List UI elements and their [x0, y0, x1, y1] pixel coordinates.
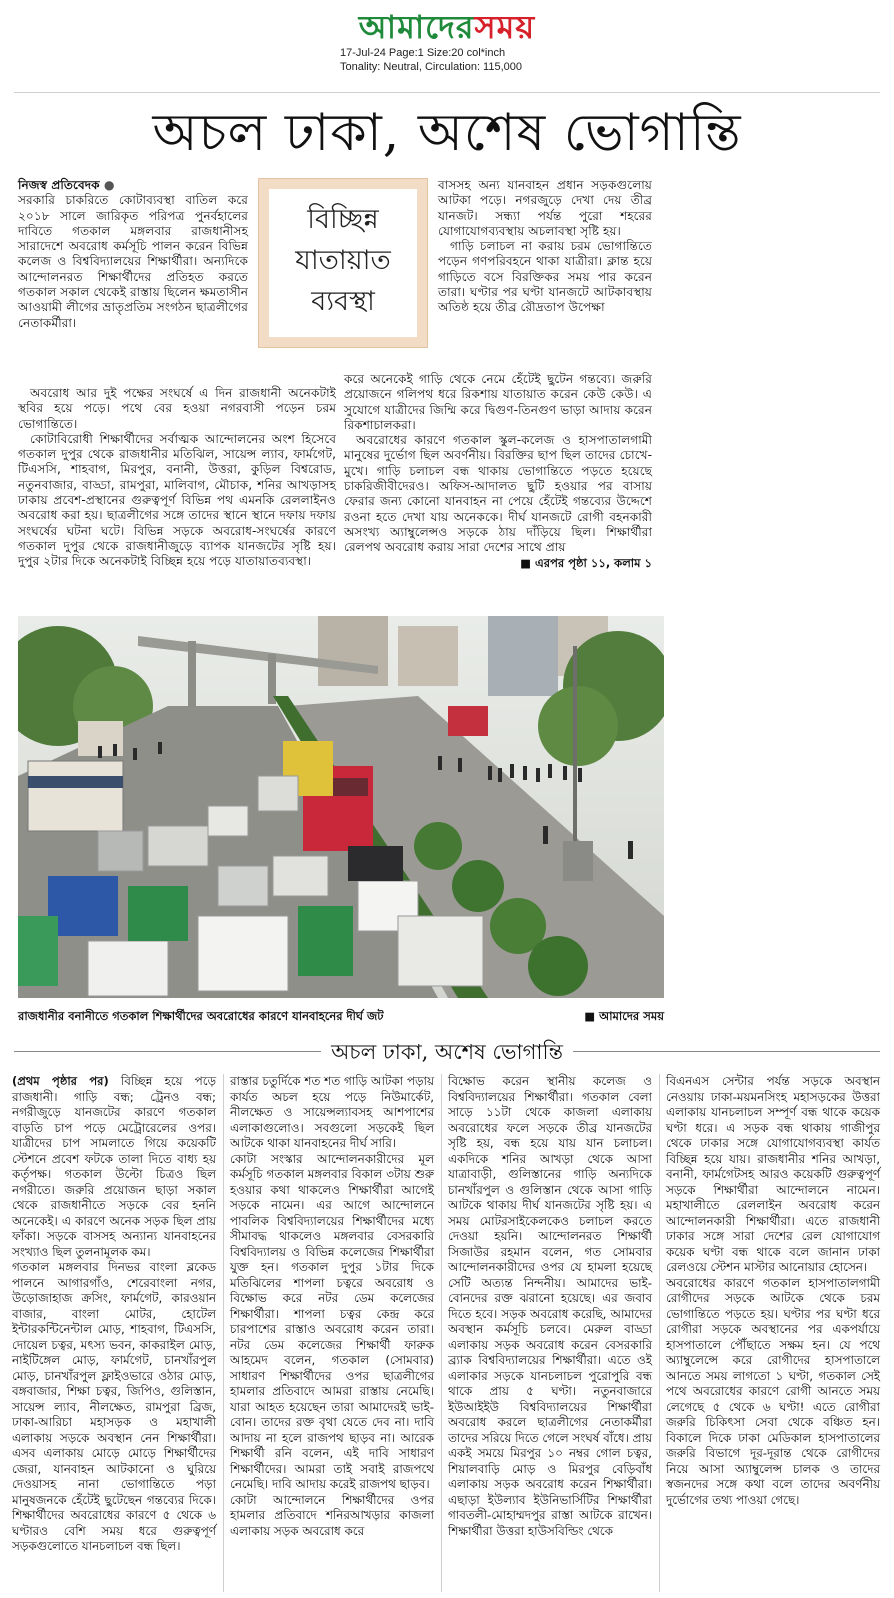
headline: অচল ঢাকা, অশেষ ভোগান্তি	[152, 103, 742, 163]
column-divider	[223, 1074, 224, 1592]
article-paragraph: বিচ্ছিন্ন হয়ে পড়ে রাজধানী। গাড়ি বন্ধ; ট্রেনও বন্ধ; নগরীজুড়ে যানজটের কারণে গতকাল বাড়তি চাপ পড়ে মেট্রোরেলের ওপর। যাত্রীদের চাপ সামলাতে গিয়ে কয়েকটি স্টেশনে প্রবেশ ফটকে তালা দিতে বাধ্য হয় কর্তৃপক্ষ। গতকাল উল্টো চিত্রও ছিল নগরীতে। জরুরি প্রয়োজন ছাড়া সকাল থেকে রাজধানীতে সড়কে বের হননি অনেকেই। এ কারণে অনেক সড়ক ছিল প্রায় ফাঁকা। সড়কে বাসসহ অন্যান্য যানবাহনের সংখ্যাও ছিল তুলনামূলক কম। গতকাল মঙ্গলবার দিনভর বাংলা ব্লকেড পালনে আগারগাঁও, শেরেবাংলা নগর, উড়োজাহাজ ক্রসিং, ফার্মগেট, কারওয়ান বাজার, বাংলা মোটর, হোটেল ইন্টারকন্টিনেন্টাল মোড়, শাহবাগ, টিএসসি, দোয়েল চত্বর, মৎস্য ভবন, কাকরাইল মোড়, নাইটিঙ্গেল মোড়, ফার্মগেট, চানখাঁরপুল মোড়, চানখাঁরপুল ফ্লাইওভারে ওঠার মোড়, বঙ্গবাজার, শিক্ষা চত্বর, জিপিও, গুলিস্তান, সায়েন্স ল্যাব, নীলক্ষেত, রামপুরা ব্রিজ, ঢাকা-আরিচা মহাসড়ক ও মহাখালী এলাকায় সড়কে অবস্থান নেন শিক্ষার্থীরা। এসব এলাকায় মোড়ে মোড়ে শিক্ষার্থীদের জেরা, যানবাহন আটকানো ও ঘুরিয়ে দেওয়াসহ নানা ভোগান্তিতে পড়া মানুষজনকে হেঁটেই ছুটেছেন গন্তব্যের দিকে। শিক্ষার্থীদের অবরোধের কারণে ৫ থেকে ৬ ঘণ্টারও বেশি সময় ধরে গুরুত্বপূর্ণ সড়কগুলোতে যানচলাচল বন্ধ ছিল।	[12, 1074, 216, 1553]
box-line-2: যাতায়াত	[295, 245, 391, 276]
article-col-4	[344, 372, 652, 571]
article-paragraph: কোটাবিরোধী শিক্ষার্থীদের সর্বাত্মক আন্দোলনের অংশ হিসেবে গতকাল দুপুর থেকে রাজধানীর মতিঝিল, সায়েন্স ল্যাব, ফার্মগেট, টিএসসি, শাহবাগ, মিরপুর, বনানী, উত্তরা, কুড়িল বিশ্বরোড, নতুনবাজার, বাড্ডা, রামপুরা, মালিবাগ, মৌচাক, শনির আখড়াসহ ঢাকায় প্রবেশ-প্রস্থানের গুরুত্বপূর্ণ বিভিন্ন পথ এমনকি রেললাইনও অবরোধ করা হয়। ছাত্রলীগের সঙ্গে তাদের স্থানে স্থানে দফায় দফায় সংঘর্ষের ঘটনা ঘটে। বিভিন্ন সড়কে অবরোধ-সংঘর্ষের কারণে গতকাল দুপুর থেকে রাজধানীজুড়ে ব্যাপক যানজটের সৃষ্টি হয়। দুপুর ২টার দিকে অনেকটাই বিচ্ছিন্ন হয়ে পড়ে যাতায়াতব্যবস্থা।	[18, 431, 336, 569]
continuation-heading: অচল ঢাকা, অশেষ ভোগান্তি	[14, 1036, 880, 1068]
article-paragraph: অবরোধ আর দুই পক্ষের সংঘর্ষে এ দিন রাজধানী অনেকটাই স্থবির হয়ে পড়ে। পথে বের হওয়া নগরবাসী পড়েন চরম ভোগান্তিতে।	[18, 386, 336, 431]
continuation-col-3: বিক্ষোভ করেন স্থানীয় কলেজ ও বিশ্ববিদ্যালয়ের শিক্ষার্থীরা। গতকাল বেলা সাড়ে ১১টা থেকে কাজলা এলাকায় অবরোধের ফলে সড়কে তীব্র যানজটের সৃষ্টি হয়, বন্ধ হয়ে যায় যান চলাচল। একদিকে শনির আখড়া থেকে আসা যাত্রাবাড়ী, গুলিস্তানের গাড়ি অন্যদিকে চানখাঁরপুল ও গুলিস্তান থেকে আসা গাড়ি আটকে থাকায় দীর্ঘ যানজটের সৃষ্টি হয়। এ সময় মোটরসাইকেলকেও চলাচল করতে দেওয়া হয়নি। আন্দোলনরত শিক্ষার্থী সিজাউর রহমান বলেন, গত সোমবার আন্দোলনকারীদের ওপর যে হামলা হয়েছে সেটি অত্যন্ত নিন্দনীয়। আমাদের ভাই-বোনদের রক্ত ঝরানো হয়েছে। এর জবাব দিতে হবে। সড়ক অবরোধ করেছি, আমাদের অবস্থান কর্মসূচি চলবে। মেরুল বাড্ডা এলাকায় সড়ক অবরোধ করেন বেসরকারি ব্র্যাক বিশ্ববিদ্যালয়ের শিক্ষার্থীরা। এতে ওই এলাকার সড়কে যানচলাচল পুরোপুরি বন্ধ থাকে প্রায় ৫ ঘণ্টা। নতুনবাজারে ইউআইইউ বিশ্ববিদ্যালয়ের শিক্ষার্থীরা অবরোধ করলে ছাত্রলীগের নেতাকর্মীরা তাদের সরিয়ে দিতে গেলে সংঘর্ষ বাঁধে। প্রায় একই সময়ে মিরপুর ১০ নম্বর গোল চত্বর, শিয়ালবাড়ি মোড় ও মিরপুর বেড়িবাঁধ এলাকায় সড়ক অবরোধ করেন শিক্ষার্থীরা। এছাড়া ইউল্যাব ইউনিভার্সিটির শিক্ষার্থীরা গাবতলী-মোহাম্মদপুর রাস্তা আটকে রাখেন। শিক্ষার্থীরা উত্তরা হাউসবিল্ডিং থেকে	[448, 1074, 652, 1538]
article-paragraph: বাসসহ অন্য যানবাহন প্রধান সড়কগুলোয় আটকা পড়ে। নগরজুড়ে দেখা দেয় তীব্র যানজট। সন্ধ্যা পর্যন্ত পুরো শহরের যোগাযোগব্যবস্থায় অচলাবস্থা সৃষ্টি হয়।	[438, 178, 652, 238]
continuation-col-2: রাস্তার চতুর্দিকে শত শত গাড়ি আটকা পড়ায় কার্যত অচল হয়ে পড়ে নিউমার্কেট, নীলক্ষেত ও সায়েন্সল্যাবসহ আশপাশের এলাকাগুলোও। সবগুলো সড়কেই ছিল আটকে থাকা যানবাহনের দীর্ঘ সারি। কোটা সংস্কার আন্দোলনকারীদের মূল কর্মসূচি গতকাল মঙ্গলবার বিকাল ৩টায় শুরু হওয়ার কথা থাকলেও শিক্ষার্থীরা আগেই সড়কে নামেন। এর আগে আন্দোলনে পাবলিক বিশ্ববিদ্যালয়ের শিক্ষার্থীদের মধ্যে সীমাবদ্ধ থাকলেও মঙ্গলবার বেসরকারি বিশ্ববিদ্যালয় ও বিভিন্ন কলেজের শিক্ষার্থীরা যুক্ত হন। গতকাল দুপুর ১টার দিকে মতিঝিলের শাপলা চত্বরে অবরোধ ও বিক্ষোভ করে নটর ডেম কলেজের শিক্ষার্থীরা। শাপলা চত্বর কেন্দ্র করে চারপাশের রাস্তাও অবরোধ করেন তারা। নটর ডেম কলেজের শিক্ষার্থী ফারুক আহমেদ বলেন, গতকাল (সোমবার) সাধারণ শিক্ষার্থীদের ওপর ছাত্রলীগের হামলার প্রতিবাদে আমরা রাস্তায় নেমেছি। যারা আহত হয়েছেন তারা আমাদেরই ভাই-বোন। তাদের রক্ত বৃথা যেতে দেব না। দাবি আদায় না হলে রাজপথ ছাড়ব না। আরেক শিক্ষার্থী রনি বলেন, এই দাবি সাধারণ শিক্ষার্থীদের। আমরা তাই সবাই রাজপথে নেমেছি। দাবি আদায় করেই রাজপথ ছাড়ব। কোটা আন্দোলনে শিক্ষার্থীদের ওপর হামলার প্রতিবাদে শনিরআখড়ার কাজলা এলাকায় সড়ক অবরোধ করে	[230, 1074, 434, 1538]
continued-reference: ■ এরপর পৃষ্ঠা ১১, কলাম ১	[520, 555, 652, 570]
byline: নিজস্ব প্রতিবেদক ●	[18, 178, 115, 192]
divider	[14, 92, 880, 93]
news-photo	[18, 616, 664, 998]
box-line-3: ব্যবস্থা	[311, 286, 375, 317]
article-col-1	[18, 178, 248, 331]
photo-caption: রাজধানীর বনানীতে গতকাল শিক্ষার্থীদের অবরোধের কারণে যানবাহনের দীর্ঘ জট	[18, 1009, 384, 1023]
photo-credit: ■ আমাদের সময়	[584, 1009, 664, 1023]
box-line-1: বিচ্ছিন্ন	[307, 204, 379, 235]
continuation-col-1	[12, 1074, 216, 1555]
sub-headline-box	[258, 178, 428, 348]
newspaper-logo: আমাদেরসময়	[358, 8, 536, 46]
clipping-meta	[340, 46, 600, 74]
article-col-3	[438, 178, 652, 316]
article-col-2	[18, 386, 336, 570]
continuation-lead: (প্রথম পৃষ্ঠার পর)	[12, 1074, 109, 1088]
article-paragraph: অবরোধের কারণে গতকাল স্কুল-কলেজ ও হাসপাতালগামী মানুষের দুর্ভোগ ছিল অবর্ণনীয়। বিরক্তির ছাপ ছিল তাদের চোখে-মুখে। গাড়ি চলাচল বন্ধ থাকায় ভোগান্তিতে পড়তে হয়েছে চাকরিজীবীদেরও। অফিস-আদালত ছুটি হওয়ার পর বাসায় ফেরার জন্য কোনো যানবাহন না পেয়ে হেঁটেই গন্তব্যের উদ্দেশে রওনা হতে দেখা যায় অনেককে। দীর্ঘ যানজটে রোগী বহনকারী অসংখ্য অ্যাম্বুলেন্সও সড়কে ঠায় দাঁড়িয়ে ছিল। শিক্ষার্থীরা রেলপথ অবরোধ করায় সারা দেশের সাথে প্রায়	[344, 433, 652, 555]
street-traffic-image	[18, 616, 664, 998]
masthead	[0, 0, 894, 44]
column-divider	[441, 1074, 442, 1592]
article-paragraph: করে অনেকেই গাড়ি থেকে নেমে হেঁটেই ছুটেন গন্তব্যে। জরুরি প্রয়োজনে গলিপথ ধরে রিকশায় যাতায়াত করেন কেউ কেউ। এ সুযোগে যাত্রীদের জিম্মি করে দ্বিগুণ-তিনগুণ ভাড়া আদায় করেন রিকশাচালকরা।	[344, 372, 652, 432]
column-divider	[659, 1074, 660, 1592]
article-paragraph: সরকারি চাকরিতে কোটাব্যবস্থা বাতিল করে ২০১৮ সালে জারিকৃত পরিপত্র পুনর্বহালের দাবিতে গতকাল মঙ্গলবার রাজধানীসহ সারাদেশে অবরোধ কর্মসূচি পালন করেন বিভিন্ন কলেজ ও বিশ্ববিদ্যালয়ের শিক্ষার্থীরা। অন্যদিকে আন্দোলনরত শিক্ষার্থীদের প্রতিহত করতে গতকাল সকাল থেকেই রাস্তায় ছিলেন ক্ষমতাসীন আওয়ামী লীগের ভ্রাতৃপ্রতিম সংগঠন ছাত্রলীগের নেতাকর্মীরা।	[18, 193, 248, 330]
meta-line-2: Tonality: Neutral, Circulation: 115,000	[340, 61, 523, 73]
meta-line-1: 17-Jul-24 Page:1 Size:20 col*inch	[340, 47, 506, 59]
article-paragraph: গাড়ি চলাচল না করায় চরম ভোগান্তিতে পড়েন গণপরিবহনে থাকা যাত্রীরা। ক্লান্ত হয়ে গাড়িতে বসে বিরক্তিকর সময় পার করেন তারা। ঘণ্টার পর ঘণ্টা যানজটে আটকাবস্থায় অতিষ্ঠ হয়ে তীব্র রৌদ্রতাপ উপেক্ষা	[438, 239, 652, 315]
continuation-col-4: বিএনএস সেন্টার পর্যন্ত সড়কে অবস্থান নেওয়ায় ঢাকা-ময়মনসিংহ মহাসড়কের উত্তরা এলাকায় যানচলাচল সম্পূর্ণ বন্ধ থাকে কয়েক ঘণ্টা ধরে। এ সড়ক বন্ধ থাকায় গাজীপুর থেকে ঢাকার সঙ্গে যোগাযোগব্যবস্থা কার্যত বিচ্ছিন্ন হয়ে যায়। রাজধানীর শনির আখড়া, বনানী, ফার্মগেটসহ আরও কয়েকটি গুরুত্বপূর্ণ সড়কে শিক্ষার্থীরা আন্দোলনে নামেন। মহাখালীতে রেললাইন অবরোধ করেন আন্দোলনকারী শিক্ষার্থীরা। এতে রাজধানী ঢাকার সঙ্গে সারা দেশের রেল যোগাযোগ কয়েক ঘণ্টা বন্ধ থাকে বলে জানান ঢাকা রেলওয়ে স্টেশন মাস্টার আনোয়ার হোসেন। অবরোধের কারণে গতকাল হাসপাতালগামী রোগীদের সড়কে আটকে থেকে চরম ভোগান্তিতে পড়তে হয়। ঘণ্টার পর ঘণ্টা ধরে রোগীরা সড়কে অবস্থানের পর একপর্যায়ে হাসপাতালে পৌঁছাতে সক্ষম হন। যে পথে অ্যাম্বুলেন্সে করে রোগীদের হাসপাতালে আনতে সময় লাগতো ১ ঘণ্টা, গতকাল সেই পথে অবরোধের কারণে রোগী আনতে সময় লেগেছে ৫ থেকে ৬ ঘণ্টা! এতে রোগীরা জরুরি চিকিৎসা সেবা থেকে বঞ্চিত হন। বিকালে দিকে ঢাকা মেডিকাল হাসপাতালের জরুরি বিভাগে দূর-দূরান্ত থেকে রোগীদের নিয়ে আসা অ্যাম্বুলেন্স চালক ও তাদের স্বজনদের সঙ্গে কথা বলে তাদের অবর্ণনীয় দুর্ভোগের তথ্য পাওয়া গেছে।	[666, 1074, 880, 1507]
